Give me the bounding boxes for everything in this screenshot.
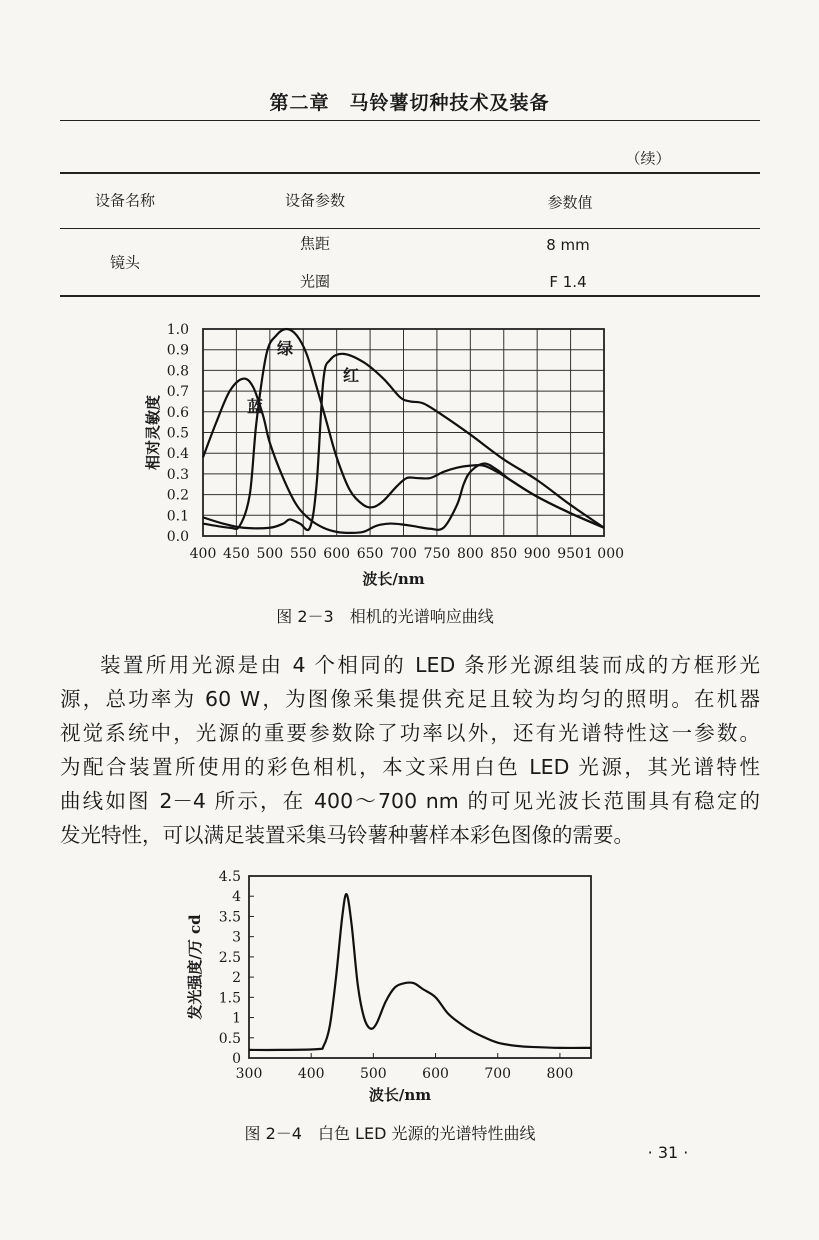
table-continued-label: （续）	[625, 149, 671, 168]
y-tick-label: 0.5	[166, 425, 189, 442]
y-axis-label: 发光强度/万 cd	[186, 914, 204, 1020]
y-tick-label: 0	[232, 1051, 241, 1067]
x-tick-label: 800	[456, 546, 484, 562]
y-tick-label: 0.9	[166, 342, 189, 359]
x-tick-label: 500	[256, 546, 284, 562]
x-tick-label: 400	[189, 546, 217, 562]
table-header-param: 设备参数	[284, 191, 346, 210]
x-tick-label: 450	[223, 546, 250, 562]
y-tick-label: 4	[232, 889, 241, 906]
x-axis-label: 波长/nm	[362, 570, 425, 588]
y-tick-label: 2	[232, 970, 241, 987]
figure-2-4-caption: 图 2－4 白色 LED 光源的光谱特性曲线	[244, 1124, 536, 1143]
series-label-绿: 绿	[277, 339, 294, 358]
x-tick-label: 900	[523, 546, 551, 562]
y-tick-label: 0.3	[166, 466, 189, 483]
table-cell-param: 焦距	[299, 234, 331, 253]
chapter-title: 第二章 马铃薯切种技术及装备	[269, 92, 550, 114]
x-tick-label: 800	[546, 1066, 574, 1082]
y-tick-label: 3	[232, 929, 241, 946]
paragraph-line: 曲线如图 2－4 所示，在 400～700 nm 的可见光波长范围具有稳定的	[60, 789, 760, 813]
figure-2-3-caption: 图 2－3 相机的光谱响应曲线	[276, 607, 494, 626]
y-tick-label: 0.1	[166, 508, 189, 525]
paragraph-line: 装置所用光源是由 4 个相同的 LED 条形光源组装而成的方框形光	[100, 653, 760, 677]
x-tick-label: 700	[390, 546, 417, 562]
table-cell-device: 镜头	[109, 253, 141, 272]
page-number: · 31 ·	[647, 1143, 689, 1162]
table-cell-value: F 1.4	[549, 273, 587, 291]
x-axis-label: 波长/nm	[368, 1086, 432, 1104]
y-axis-label: 相对灵敏度	[144, 394, 162, 471]
y-tick-label: 1.0	[166, 322, 189, 338]
paragraph-line: 发光特性，可以满足装置采集马铃薯种薯样本彩色图像的需要。	[60, 823, 634, 847]
paragraph-line: 为配合装置所使用的彩色相机，本文采用白色 LED 光源，其光谱特性	[60, 755, 760, 779]
y-tick-label: 0.5	[218, 1030, 241, 1047]
x-tick-label: 950	[557, 546, 584, 562]
y-tick-label: 0.8	[166, 363, 189, 380]
x-tick-label: 750	[423, 546, 451, 562]
table-header-value: 参数值	[547, 193, 593, 212]
x-tick-label: 700	[484, 1066, 512, 1082]
y-tick-label: 4.5	[218, 869, 241, 885]
y-tick-label: 0.2	[166, 487, 189, 504]
x-tick-label: 400	[297, 1066, 325, 1082]
y-tick-label: 3.5	[218, 909, 241, 926]
y-tick-label: 2.5	[218, 949, 241, 966]
x-tick-label: 600	[422, 1066, 449, 1082]
y-tick-label: 1.5	[218, 990, 241, 1007]
y-tick-label: 0.0	[166, 529, 189, 545]
y-tick-label: 0.4	[166, 446, 189, 463]
y-tick-label: 1	[232, 1010, 241, 1027]
y-tick-label: 0.7	[166, 384, 189, 401]
x-tick-label: 300	[235, 1066, 263, 1082]
series-label-蓝: 蓝	[247, 397, 264, 416]
paragraph-line: 视觉系统中，光源的重要参数除了功率以外，还有光谱特性这一参数。	[60, 721, 760, 745]
series-line-白色 LED	[249, 894, 591, 1050]
table-header-name: 设备名称	[94, 191, 156, 210]
x-tick-label: 600	[323, 546, 351, 562]
table-cell-value: 8 mm	[546, 236, 590, 254]
table-cell-param: 光圈	[299, 272, 331, 291]
plot-frame	[249, 876, 591, 1058]
series-label-红: 红	[343, 366, 360, 385]
x-tick-label: 650	[356, 546, 384, 562]
paragraph-line: 源，总功率为 60 W，为图像采集提供充足且较为均匀的照明。在机器	[60, 687, 760, 711]
x-tick-label: 850	[490, 546, 518, 562]
x-tick-label: 500	[359, 1066, 387, 1082]
x-tick-label: 1 000	[583, 546, 625, 562]
x-tick-label: 550	[289, 546, 317, 562]
y-tick-label: 0.6	[166, 404, 189, 421]
